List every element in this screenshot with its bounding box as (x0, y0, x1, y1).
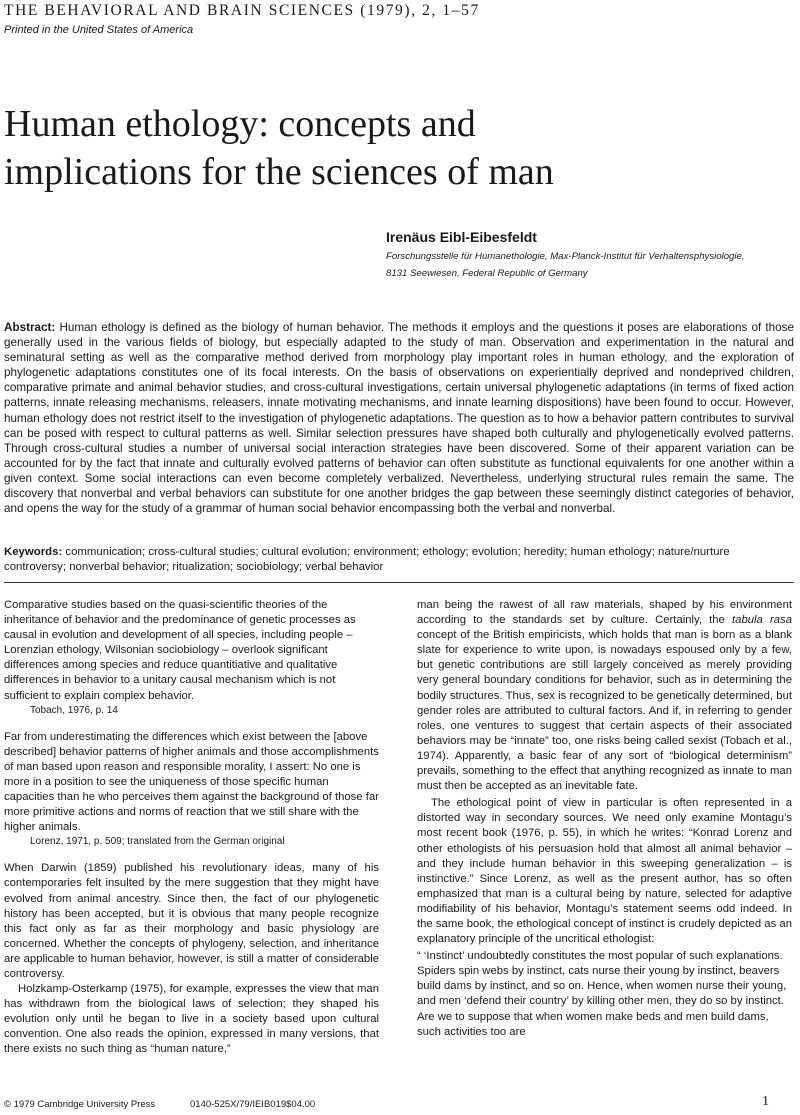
epigraph-citation-1: Tobach, 1976, p. 14 (30, 704, 118, 716)
keywords-text: communication; cross-cultural studies; cultural evolution; environment; ethology; evolution; heredity; human ethology; nature/nurture controversy; nonverbal behavior; ritualization; sociobiology; verbal behavior (4, 546, 730, 573)
block-quote: “ ‘Instinct’ undoubtedly constitutes the most popular of such explanations. Spiders spin webs by instinct, cats nurse their young by instinct, beavers build dams by instinct, and so on. Hence, when women nurse their young, and men ‘defend their country’ by killing other men, they do so by instinct. Are we to suppose that when women make beds and men build dams, such activities too are (417, 950, 787, 1038)
author-affiliation (386, 248, 796, 282)
page-number: 1 (762, 1094, 769, 1109)
abstract (4, 320, 794, 516)
copyright-notice: © 1979 Cambridge University Press (4, 1099, 156, 1110)
emphasis-text: tabula rasa (732, 614, 792, 627)
section-divider (4, 582, 794, 583)
article-code: 0140-525X/79/IEIB019$04.00 (190, 1099, 316, 1110)
abstract-label: Abstract: (4, 321, 56, 334)
keywords (4, 545, 794, 575)
body-text: man being the rawest of all raw materials, shaped by his environment according to the standards set by culture. Certainly, the (417, 599, 792, 627)
body-paragraph: Holzkamp-Osterkamp (1975), for example, expresses the view that man has withdrawn from the biological laws of selection; they shaped his evolution only until he began to live in a society based upon cultural convention. One also reads the opinion, expressed in many versions, that there exists no such thing as “human nature,” (4, 983, 379, 1056)
title-line-2: implications for the sciences of man (4, 151, 554, 193)
abstract-text: Human ethology is defined as the biology of human behavior. The methods it employs and the questions it poses are elaborations of those generally used in the various fields of biology, but especially adapted to the study of man. Observation and experimentation in the natural and seminatural setting as well as the comparative method derived from morphology play important roles in human ethology, and the exploration of phylogenetic adaptations constitutes one of its focal interests. On the basis of observations on experientially deprived and nondeprived children, comparative primate and animal behavior studies, and cross-cultural investigations, certain universal phylogenetic adaptations (in terms of fixed action patterns, innate releasing mechanisms, releasers, innate motivating mechanisms, and innate learning dispositions) have been found to occur. However, human ethology does not restrict itself to the investigation of phylogenetic adaptations. The question as to how a behavior pattern contributes to survival can be posed with respect to cultural patterns as well. Similar selection pressures have shaped both culturally and phylogenetically evolved patterns. Through cross-cultural studies a number of universal social interaction strategies have been discovered. Some of their apparent variation can be accounted for by the fact that innate and culturally evolved patterns of behavior can often substitute as functional equivalents for one another within a given context. Some social interactions can even become completely verbalized. Nevertheless, underlying structural rules remain the same. The discovery that nonverbal and verbal behaviors can substitute for one another bridges the gap between these seemingly distinct categories of behavior, and opens the way for the study of a grammar of human social behavior encompassing both the verbal and nonverbal. (4, 321, 794, 516)
epigraph-quote-1: Comparative studies based on the quasi-scientific theories of the inheritance of behavior and the predominance of genetic processes as causal in evolution and development of all species, including people – Lorenzian ethology, Wilsonian sociobiology – overlook significant differences among species and reduce quantitiative and qualitative differences in behavior to a unitary causal mechanism which is not sufficient to explain complex behavior. (4, 599, 356, 702)
affiliation-line-2: 8131 Seewiesen, Federal Republic of Germany (386, 268, 588, 279)
epigraph-citation-2: Lorenz, 1971, p. 509; translated from the German original (30, 836, 285, 848)
author-name: Irenäus Eibl-Eibesfeldt (386, 229, 537, 245)
body-paragraph (417, 598, 792, 794)
body-text: concept of the British empiricists, which holds that man is born as a blank slate for experience to write upon, is nowadays espoused only by a few, but genetic contributions are still largely conceived as merely providing very general boundary conditions for behavior, such as in determining the bodily structures. Thus, sex is recognized to be genetically determined, but gender roles are attributed to cultural factors. And if, in referring to gender roles, one ventures to suggest that certain aspects of their associated behaviors may be “innate” too, one risks being called sexist (Tobach et al., 1974). Apparently, a basic fear of any sort of “biological determinism” prevails, something to the effect that anything recognized as innate to man must then be accepted as an inevitable fate. (417, 629, 792, 793)
body-paragraph: When Darwin (1859) published his revolutionary ideas, many of his contemporaries felt insulted by the mere suggestion that they might have evolved from animal ancestry. Since then, the fact of our phylogenetic history has been accepted, but it is obvious that many people recognize this fact only as far as their morphology and basic physiology are concerned. Whether the concepts of phylogeny, selection, and inheritance are applicable to human behavior, however, is still a matter of considerable controversy. (4, 862, 379, 980)
affiliation-line-1: Forschungsstelle für Humanethologie, Max-Planck-Institut für Verhaltensphysiologie, (386, 251, 745, 262)
body-paragraph: The ethological point of view in particular is often represented in a distorted way in secondary sources. We need only examine Montagu’s most recent book (1976, p. 55), in which he writes: “Konrad Lorenz and other ethologists of his persuasion hold that almost all animal behavior – and they include human behavior in this sweeping generalization – is instinctive.” Since Lorenz, as well as the present author, has so often emphasized that man is a cultural being by nature, selected for adaptive modifiability of his behavior, Montagu’s statement seems odd indeed. In the same book, the ethological concept of instinct is crudely depicted as an explanatory principle of the uncritical ethologist: (417, 797, 792, 946)
journal-header: THE BEHAVIORAL AND BRAIN SCIENCES (1979), 2, 1–57 (4, 2, 480, 19)
left-column (4, 598, 379, 1058)
right-column (417, 598, 792, 1040)
printed-notice: Printed in the United States of America (4, 24, 194, 36)
epigraph-quote-2: Far from underestimating the differences which exist between the [above described] behavior patterns of higher animals and those accomplishments of man based upon reason and responsible morality, I assert: No one is more in a position to see the uniqueness of those specific human capacities than he who perceives them against the background of those far more primitive actions and norms of reaction that we still share with the higher animals. (4, 730, 379, 834)
article-title (4, 100, 784, 196)
title-line-1: Human ethology: concepts and (4, 103, 476, 145)
keywords-label: Keywords: (4, 546, 63, 558)
